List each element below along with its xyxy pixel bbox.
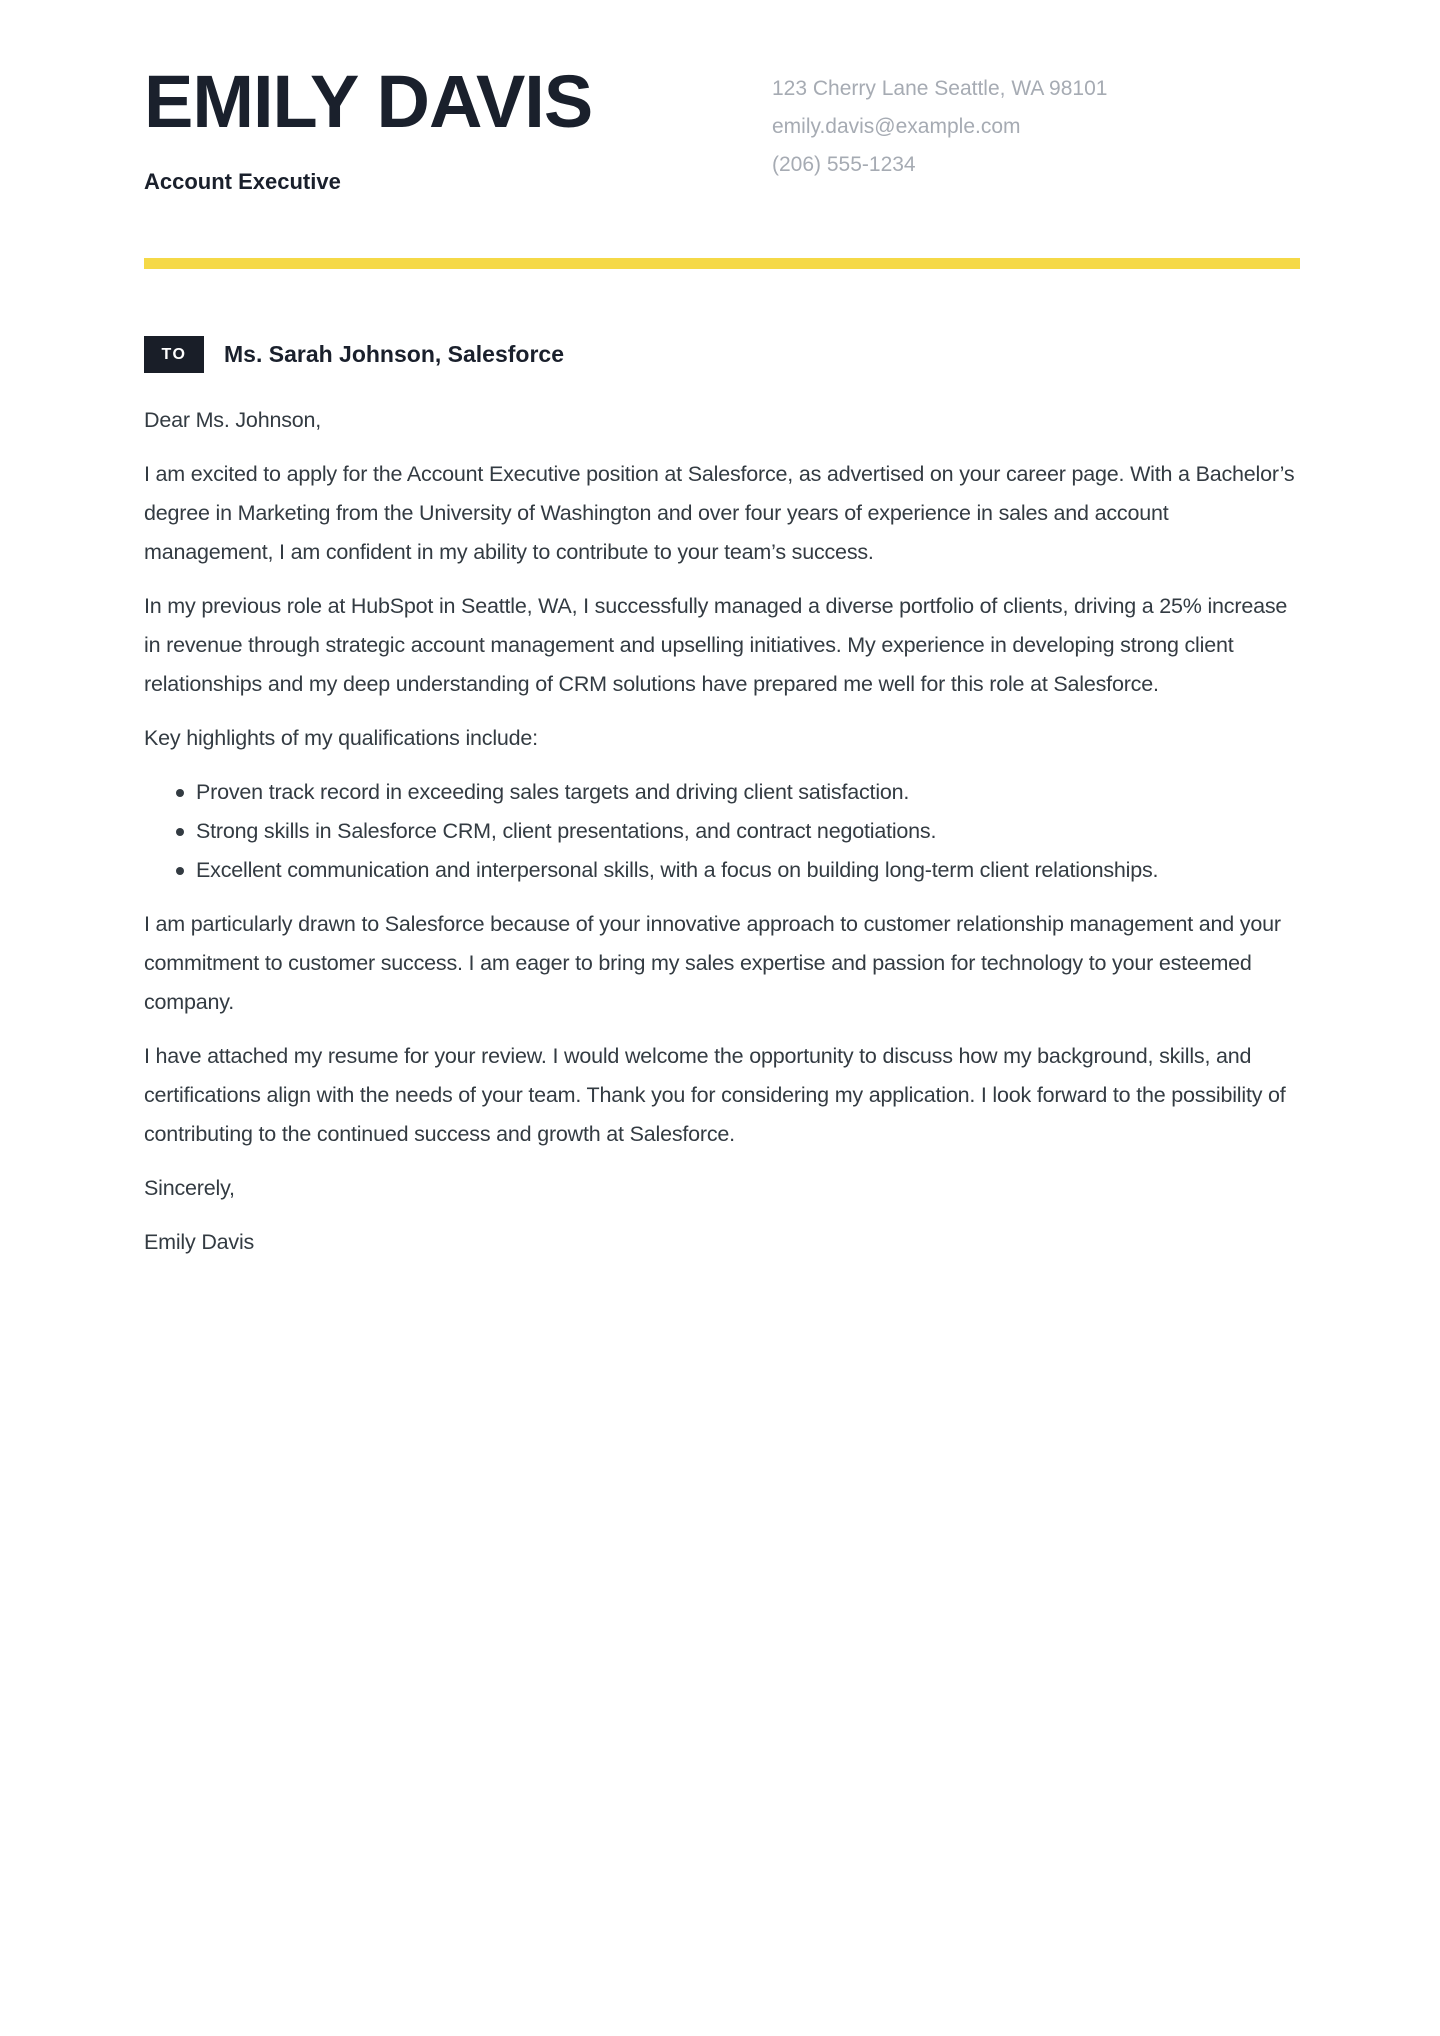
contact-email: emily.davis@example.com [772,115,1021,138]
contact-phone: (206) 555-1234 [772,153,916,176]
list-item: Proven track record in exceeding sales targets and driving client satisfaction. [144,773,1300,812]
person-name: EMILY DAVIS [144,60,593,143]
signoff-block [144,1169,1300,1262]
identity-block [144,59,592,195]
signoff: Sincerely, [144,1176,235,1200]
header [144,59,1300,195]
recipient-row [144,336,1300,373]
to-badge: TO [144,336,204,373]
letter-body [144,401,1300,1262]
list-item: Excellent communication and interpersonal skills, with a focus on building long-term client relationships. [144,851,1300,890]
highlights-list [144,773,1300,890]
contact-block [772,70,1300,184]
paragraph: Key highlights of my qualifications include: [144,726,538,750]
job-title: Account Executive [144,169,341,194]
list-item: Strong skills in Salesforce CRM, client presentations, and contract negotiations. [144,812,1300,851]
paragraph: I am excited to apply for the Account Executive position at Salesforce, as advertised on your career page. With a Bachelor’s degree in Marketing from the University of Washington and over four years of experience in sales and account management, I am confident in my ability to contribute to your team’s success. [144,462,1295,564]
salutation: Dear Ms. Johnson, [144,408,322,432]
paragraph: I am particularly drawn to Salesforce because of your innovative approach to customer relationship management and your commitment to customer success. I am eager to bring my sales expertise and passion for technology to your esteemed company. [144,912,1281,1014]
paragraph: In my previous role at HubSpot in Seattle, WA, I successfully managed a diverse portfolio of clients, driving a 25% increase in revenue through strategic account management and upselling initiatives. My experience in developing strong client relationships and my deep understanding of CRM solutions have prepared me well for this role at Salesforce. [144,594,1288,696]
signature: Emily Davis [144,1230,255,1254]
recipient-name: Ms. Sarah Johnson, Salesforce [224,341,565,367]
contact-address: 123 Cherry Lane Seattle, WA 98101 [772,77,1108,100]
paragraph: I have attached my resume for your review. I would welcome the opportunity to discuss how my background, skills, and certifications align with the needs of your team. Thank you for considering my application. I look forward to the possibility of contributing to the continued success and growth at Salesforce. [144,1044,1286,1146]
accent-divider [144,258,1300,269]
